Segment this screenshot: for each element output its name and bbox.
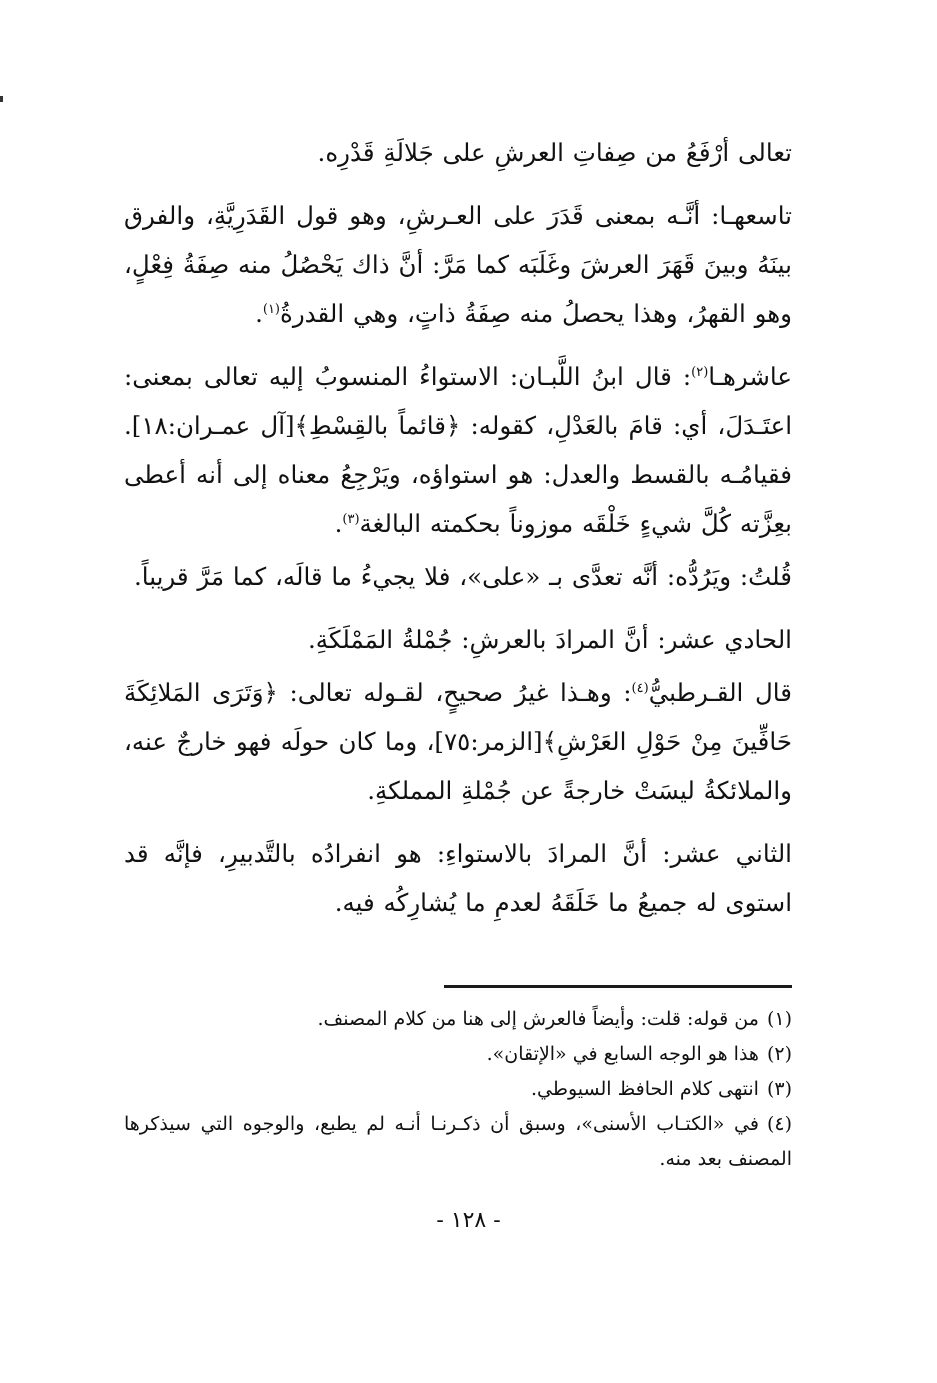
paragraph-7 <box>124 829 792 927</box>
footnote-4 <box>124 1107 792 1177</box>
paragraph-2 <box>124 191 792 338</box>
footnotes <box>124 1002 792 1177</box>
footnote-1-number: (١) <box>766 1008 792 1030</box>
main-text <box>124 128 792 927</box>
footnote-marker-2: (٢) <box>691 364 709 380</box>
paragraph-1-text: تعالى أرْفَعُ من صِفاتِ العرشِ على جَلالَةِ قَدْرِه. <box>317 138 792 167</box>
paragraph-2-tail: . <box>255 299 263 328</box>
paragraph-3 <box>124 352 792 548</box>
paragraph-5-text: الحادي عشر: أنَّ المرادَ بالعرشِ: جُمْلةُ المَمْلَكَةِ. <box>307 625 792 654</box>
paragraph-4-text: قُلتُ: ويَرُدُّه: أنَّه تعدَّى بـ «على»، فلا يجيءُ ما قالَه، كما مَرَّ قريباً. <box>133 562 792 591</box>
footnote-marker-1: (١) <box>262 301 280 317</box>
paragraph-3-tail: . <box>334 509 343 538</box>
footnote-marker-4: (٤) <box>631 680 649 696</box>
footnote-marker-3: (٣) <box>342 511 360 527</box>
footnote-3-text: انتهى كلام الحافظ السيوطي. <box>530 1078 759 1100</box>
footnote-2-text: هذا هو الوجه السابع في «الإتقان». <box>486 1043 759 1065</box>
footnote-2 <box>124 1037 792 1072</box>
footnote-4-number: (٤) <box>766 1113 792 1135</box>
paragraph-4 <box>124 552 792 601</box>
page-number: - ١٢٨ - <box>436 1208 501 1233</box>
paragraph-3-text: : قال ابنُ اللَّبـان: الاستواءُ المنسوبُ إليه تعالى بمعنى: اعتَـدَلَ، أي: قامَ بالعَدْلِ، كقوله: ﴿قائماً بالقِسْطِ﴾[آل عمـران:١٨]. فقيامُـه بالقسط والعدل: هو استواؤه، ويَرْجِعُ معناه إلى أنه أعطى بعِزَّته كُلَّ شيءٍ خَلْقَه موزوناً بحكمته البالغة <box>124 362 792 538</box>
paragraph-6-text: : وهـذا غيرُ صحيحٍ، لقـوله تعالى: ﴿وَتَرَى المَلائِكَةَ حَافِّينَ مِنْ حَوْلِ العَرْشِ﴾[الزمر:٧٥]، وما كان حولَه فهو خارجٌ عنه، والملائكةُ ليسَتْ خارجةً عن جُمْلةِ المملكةِ. <box>124 678 792 805</box>
paragraph-1 <box>124 128 792 177</box>
footnote-2-number: (٢) <box>766 1043 792 1065</box>
footnote-1 <box>124 1002 792 1037</box>
paragraph-2-text: تاسعهـا: أنَّـه بمعنى قَدَرَ على العـرشِ، وهو قول القَدَرِيَّةِ، والفرق بينَهُ وبينَ قَهَرَ العرشَ وغَلَبَه كما مَرَّ: أنَّ ذاك يَحْصُلُ منه صِفَةُ فِعْلٍ، وهو القهرُ، وهذا يحصلُ منه صِفَةُ ذاتٍ، وهي القدرةُ <box>124 201 792 328</box>
paragraph-7-text: الثاني عشر: أنَّ المرادَ بالاستواءِ: هو انفرادُه بالتَّدبيرِ، فإنَّه قد استوى له جميعُ ما خَلَقَهُ لعدمِ ما يُشارِكُه فيه. <box>124 839 792 917</box>
footnote-3 <box>124 1072 792 1107</box>
footnote-3-number: (٣) <box>766 1078 792 1100</box>
paragraph-5 <box>124 615 792 664</box>
footnote-divider <box>444 985 792 988</box>
paragraph-6-lead: قال القـرطبيُّ <box>648 678 792 707</box>
paragraph-6 <box>124 668 792 815</box>
paragraph-3-lead: عاشرهـا <box>708 362 792 391</box>
footnote-4-text: في «الكتـاب الأسنى»، وسبق أن ذكـرنـا أنـه لم يطبع، والوجوه التي سيذكرها المصنف بعد منه. <box>124 1113 792 1170</box>
footnote-1-text: من قوله: قلت: وأيضاً فالعرش إلى هنا من كلام المصنف. <box>317 1008 759 1030</box>
scan-speck <box>0 96 3 102</box>
